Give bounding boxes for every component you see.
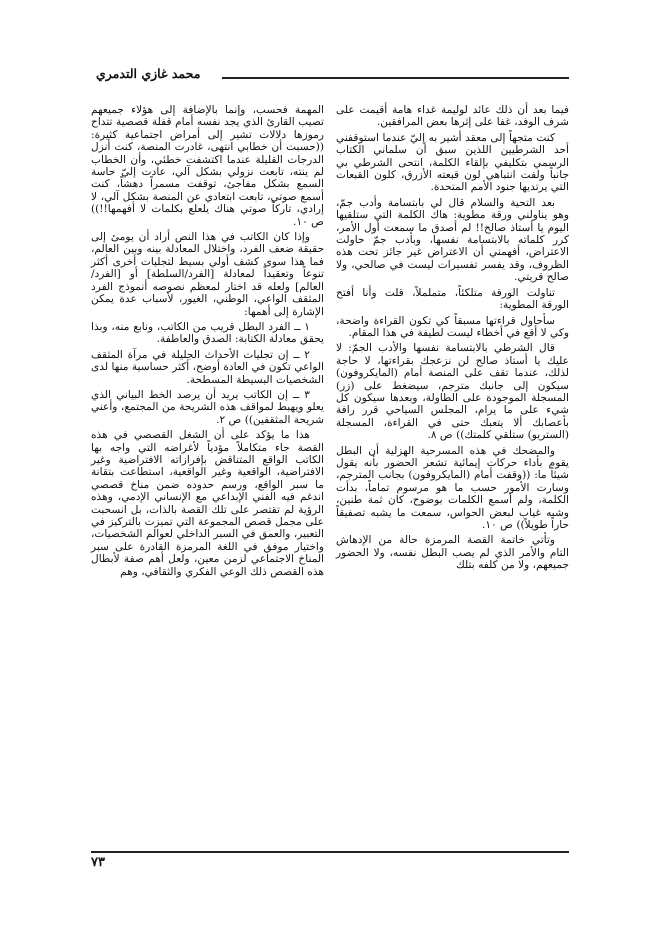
paragraph: هذا ما يؤكد على أن الشغل القصصي في هذه القصة جاء متكاملاً مؤدياً لأغراضه التي واجه بها الكاتب الواقع المتناقض بإفرازاته الافتراضية وغير الافتراضية، الواقعية وغير الواقعية، استطاعت بتقانة ما سبر الواقع، ورسم حدوده ضمن مناخ قصصي اندغم فيه الفني الإبداعي مع الإنساني الإدمي، وهذه الرؤية لم تقتصر على تلك القصة بالذات، بل انسحبت على مجمل قصص المجموعة التي تميزت بالتركيز في التعبير، والعمق في السبر الداخلي لعوالم الشخصيات، واختيار موفق في اللغة المرمزة القادرة على سبر المناخ الاجتماعي لزمن معين، ولعل أهم صفة لأبطال هذه القصص ذلك الوعي الفكري والثقافي، وهم	[91, 429, 324, 578]
paragraph: قال الشرطي بالابتسامة نفسها والأدب الجمّ: لا عليك يا أستاذ صالح لن نزعجك بقراءتها، لا حاجة لذلك، عندما تقف على المنصة أمام (المايكروفون) سيكون إلى جانبك مترجم، سيضغط على (زر) المسجلة الموجودة على الطاولة، وبعدها سيكون كل شيء على ما يرام، المجلس السياحي قرر رافة بأعصابك ألا يتعبك حتى في القراءة، المسجلة (الستريو) ستلقي كلمتك)) ص ٨.	[336, 342, 569, 442]
paragraph: تناولت الورقة متلكئاً، متململاً، قلت وأنا أفتح الورقة المطوية:	[336, 286, 569, 312]
paragraph: سأحاول قراءتها مسبقاً كي تكون القراءة واضحة، وكي لا أقع في أخطاء ليست لطيفة في هذا المقام.	[336, 314, 569, 339]
paragraph: المهمة فحسب، وإنما بالإضافة إلى هؤلاء جميعهم تصيب القارئ الذي يجد نفسه أمام قفلة قصصية تتداح رموزها دلالات تشير إلى أمراض اجتماعية كثيرة: ((حسبت أن خطابي انتهى، غادرت المنصة، كنت أنزل الدرجات القليلة عندما اكتشفت خطئي، وأن الخطاب لم ينته، تابعت نزولي بشكل آلي، عادت إليّ حاسة السمع بشكل مفاجئ، توقفت مسمراً دهشاً، كنت أسمع صوتي، تابعت ابتعادي عن المنصة بشكل آلي، لا إرادي، تاركاً صوتي هناك يلعلع بكلمات لا أفهمها!!)) ص ١٠.	[91, 104, 324, 228]
list-paragraph: ٣ ــ إن الكاتب يريد أن يرصد الخط البياني الذي يعلو ويهبط لمواقف هذه الشريحة من المجتمع، وأعني شريحة المثقفين)) ص ٢.	[91, 388, 324, 426]
paragraph: بعد التحية والسلام قال لي بابتسامة وأدب جمّ، وهو يناولني ورقة مطوية: هاك الكلمة التي ستلقيها اليوم يا أستاذ صالح!! لم أصدق ما سمعت أول الأمر، كرر كلماته بالابتسامة نفسها، وبأدب جمّ حاولت الاعتراض، أفهمني أن الاعتراض غير جائز تحت هذه الظروف، وقد يفسر تفسيرات ليست في صالحي، ولا صالح قريتي.	[336, 196, 569, 284]
paragraph: فيما بعد أن ذلك عائد لوليمة غداء هامة أقيمت على شرف الوفد، غفا على إثرها بعض المرافقين.	[336, 104, 569, 129]
paragraph: والمضحك في هذه المسرحية الهزلية أن البطل يقوم بأداء حركات إيمائية تشعر الحضور بأنه يقول شيئاً ما: ((وقفت أمام (المايكروفون) بجانب المترجم، وسارت الأمور حسب ما هو مرسوم تماماً، بدأت الكلمة، ولم أسمع الكلمات بوضوح، كان ثمة طنين، وشبه غياب لبعض الحواس، سمعت ما يشبه تصفيقاً حاراً طويلاً)) ص ١٠.	[336, 444, 569, 531]
page-number: ٧٣	[91, 855, 105, 870]
text-column-left	[91, 104, 324, 581]
running-header-author: محمد غازي التدمري	[96, 66, 201, 81]
list-paragraph: ٢ ــ إن تجليات الأحداث الجليلة في مرآة المثقف الواعي تكون في العادة أوضح، أكثر حساسية منها لدى الشخصيات البسيطة المسطحة.	[91, 348, 324, 386]
paragraph: وتأتي خاتمة القصة المرمزة حالة من الإدهاش التام والأمر الذي لم يصب البطل نفسه، ولا الحضور جميعهم، ولا من كلفه بتلك	[336, 534, 569, 572]
footer-rule	[91, 851, 569, 853]
text-column-right	[336, 104, 569, 575]
list-paragraph: ١ ــ الفرد البطل قريب من الكاتب، ونابع منه، وبذا يحقق معادلة الكتابة: الصدق والعاطفة.	[91, 320, 324, 346]
paragraph: كنت متجهاً إلى معقد أشير به إليّ عندما استوقفني أحد الشرطيين اللذين سبق أن سلماني الكتاب الرسمي بتكليفي بإلقاء الكلمة، انتحى الشرطي بي جانباً ولفت انتباهي لون قبعته الأزرق، كلون القبعات التي يرتديها جنود الأمم المتحدة.	[336, 131, 569, 194]
paragraph: وإذا كان الكاتب في هذا النص أراد أن يومئ إلى حقيقة ضعف الفرد، واختلال المعادلة بينه وبين العالم، فما هذا سوى كشف أولي بسيط لتجليات أخرى أكثر تنوعاً وتعقيداً لمعادلة [الفرد/السلطة] أو [الفرد/العالم] ولعله قد اختار لمعظم نصوصه أنموذج الفرد المثقف الواعي، الوطني، الغيور، لأسباب عدة يمكن الإشارة إلى أهمها:	[91, 231, 324, 318]
header-rule	[222, 77, 569, 79]
